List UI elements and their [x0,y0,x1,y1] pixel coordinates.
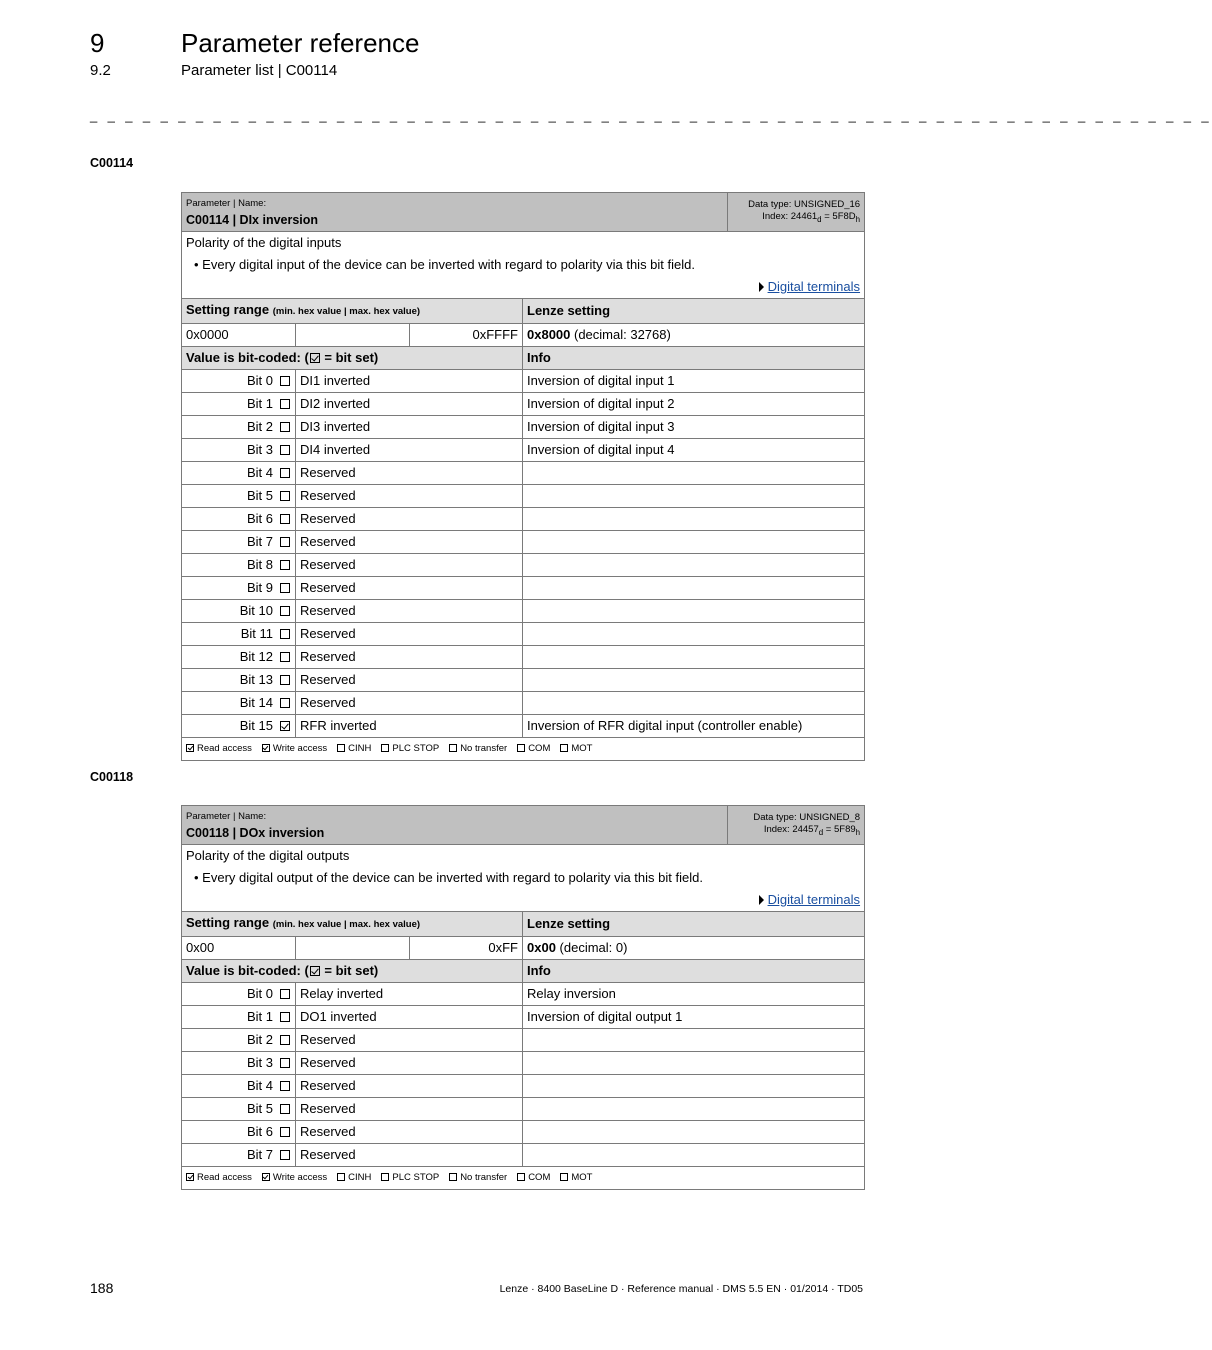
access-flag [186,743,252,754]
bit-row [182,508,865,531]
bit-name: Reserved [296,623,523,646]
bitcoded-header [182,960,523,983]
bit-info [523,508,865,531]
access-flag-label: MOT [571,1172,593,1183]
checked-box-icon [262,1173,270,1181]
description-bullet: • Every digital input of the device can be inverted with regard to polarity via this bit field. [194,257,695,272]
bit-name: Reserved [296,692,523,715]
bit-row [182,1144,865,1167]
checkbox-icon [280,606,290,616]
checked-box-icon [186,1173,194,1181]
min-value: 0x0000 [182,324,296,347]
access-flag [381,1172,439,1183]
bit-name: Reserved [296,1075,523,1098]
bitcoded-label-end: = bit set) [320,963,379,978]
bit-row [182,600,865,623]
access-flag [262,743,327,754]
bit-name: DI3 inverted [296,416,523,439]
access-flag-label: CINH [348,743,372,754]
checkbox-icon [280,514,290,524]
checkbox-icon [280,376,290,386]
checkbox-icon [280,560,290,570]
checkbox-icon [337,1173,345,1181]
bit-label-cell [182,1052,296,1075]
setting-range-label: Setting range [186,915,270,930]
bit-label-cell [182,1029,296,1052]
index-subscript-d: d [818,827,824,837]
bit-number: Bit 8 [246,557,273,572]
access-flags [182,738,865,761]
checkbox-icon [280,1127,290,1137]
bit-number: Bit 11 [240,626,273,641]
data-type: Data type: UNSIGNED_8 [753,811,861,823]
bit-info [523,692,865,715]
setting-range-note: (min. hex value | max. hex value) [272,306,421,317]
checkbox-icon [280,583,290,593]
bit-number: Bit 1 [246,396,273,411]
bit-number: Bit 2 [246,419,273,434]
bit-info [523,531,865,554]
empty-cell [296,324,410,347]
description-cell [182,845,865,912]
parameter-header [182,806,728,845]
bit-row [182,715,865,738]
checkbox-icon [280,652,290,662]
section-heading-c00118: C00118 [90,770,134,784]
checkbox-icon [280,1081,290,1091]
access-flag [381,743,439,754]
access-flag-label: PLC STOP [392,743,440,754]
bit-number: Bit 13 [239,672,273,687]
bit-name: Reserved [296,1098,523,1121]
bit-number: Bit 4 [246,465,273,480]
bit-row [182,1052,865,1075]
bit-label-cell [182,669,296,692]
bit-info: Inversion of RFR digital input (controller enable) [523,715,865,738]
bit-number: Bit 5 [246,488,273,503]
data-type-cell [728,806,865,845]
access-flag-label: MOT [571,743,593,754]
data-type-cell [728,193,865,232]
bit-label-cell [182,485,296,508]
lenze-value-cell [523,324,865,347]
access-flag-label: No transfer [460,743,508,754]
parameter-name: C00118 | DOx inversion [186,826,325,840]
setting-range-header [182,299,523,324]
bit-row [182,577,865,600]
bit-info: Relay inversion [523,983,865,1006]
lenze-value: 0x8000 [527,327,571,342]
parameter-header [182,193,728,232]
lenze-value-note: (decimal: 32768) [570,327,671,342]
bit-info [523,1121,865,1144]
bitcoded-label: Value is bit-coded: ( [186,963,309,978]
bit-row [182,531,865,554]
index-value [762,211,860,222]
bit-number: Bit 5 [246,1101,273,1116]
lenze-setting-header: Lenze setting [523,299,865,324]
bit-info: Inversion of digital input 3 [523,416,865,439]
bit-name: Reserved [296,1121,523,1144]
access-flag [337,743,371,754]
parameter-table-c00114 [181,192,865,761]
bit-name: DI1 inverted [296,370,523,393]
bit-info [523,485,865,508]
bit-number: Bit 14 [239,695,273,710]
bit-info [523,554,865,577]
setting-range-label: Setting range [186,302,270,317]
parameter-table-c00118 [181,805,865,1190]
access-flag-label: Read access [197,743,252,754]
max-value: 0xFFFF [410,324,523,347]
bit-info [523,623,865,646]
bitcoded-label-end: = bit set) [320,350,379,365]
bitcoded-header [182,347,523,370]
bit-label-cell [182,1075,296,1098]
bit-info [523,1029,865,1052]
lenze-value-note: (decimal: 0) [555,940,628,955]
bit-label-cell [182,692,296,715]
bit-name: Reserved [296,508,523,531]
index-hex: = 5F8D [821,210,856,222]
access-flag-label: Write access [272,743,328,754]
checkbox-icon [337,744,345,752]
checkbox-icon [280,1150,290,1160]
access-flag [449,743,507,754]
access-flag-label: PLC STOP [392,1172,440,1183]
bit-info [523,462,865,485]
access-flag-label: COM [528,743,551,754]
max-value: 0xFF [410,937,523,960]
bit-number: Bit 2 [246,1032,273,1047]
checked-box-icon [280,721,290,731]
empty-cell [296,937,410,960]
bit-label-cell [182,1121,296,1144]
bit-label-cell [182,715,296,738]
index-subscript-h: h [855,827,861,837]
bit-label-cell [182,508,296,531]
checkbox-icon [280,675,290,685]
arrow-right-icon [759,895,764,905]
bit-info [523,600,865,623]
info-header: Info [523,347,865,370]
bit-row [182,554,865,577]
access-flag [560,1172,592,1183]
bit-name: RFR inverted [296,715,523,738]
index-prefix: Index: 24461 [762,210,818,222]
bit-label-cell [182,600,296,623]
bit-name: DI2 inverted [296,393,523,416]
bit-label-cell [182,577,296,600]
checkbox-icon [560,744,568,752]
bit-name: Reserved [296,554,523,577]
bit-row [182,393,865,416]
bit-label-cell [182,1006,296,1029]
bit-number: Bit 4 [246,1078,273,1093]
bitcoded-label: Value is bit-coded: ( [186,350,309,365]
bit-number: Bit 0 [246,373,273,388]
parameter-label: Parameter | Name: [186,198,267,209]
bit-label-cell [182,393,296,416]
bit-name: DO1 inverted [296,1006,523,1029]
bit-info: Inversion of digital input 2 [523,393,865,416]
parameter-name: C00114 | DIx inversion [186,213,319,227]
bit-label-cell [182,416,296,439]
bit-info [523,646,865,669]
index-value [764,824,860,835]
access-flag [186,1172,252,1183]
checkbox-icon [381,1173,389,1181]
access-flags [182,1167,865,1190]
bit-name: Reserved [296,1144,523,1167]
checked-box-icon [310,966,320,976]
bit-name: Reserved [296,531,523,554]
checkbox-icon [280,1012,290,1022]
access-flag [449,1172,507,1183]
bit-row [182,1029,865,1052]
checkbox-icon [280,989,290,999]
min-value: 0x00 [182,937,296,960]
access-flag-label: Write access [272,1172,328,1183]
bit-label-cell [182,623,296,646]
bit-row [182,416,865,439]
bit-label-cell [182,554,296,577]
bit-number: Bit 3 [246,442,273,457]
bit-row [182,1098,865,1121]
access-flag [560,743,592,754]
bit-number: Bit 6 [246,511,273,526]
bit-label-cell [182,439,296,462]
bit-name: DI4 inverted [296,439,523,462]
bit-info [523,669,865,692]
checkbox-icon [381,744,389,752]
bit-info [523,1144,865,1167]
access-flag [517,1172,550,1183]
checkbox-icon [517,744,525,752]
bit-label-cell [182,983,296,1006]
checkbox-icon [280,698,290,708]
checkbox-icon [517,1173,525,1181]
bit-number: Bit 9 [246,580,273,595]
lenze-value: 0x00 [527,940,556,955]
section-heading-c00114: C00114 [90,156,134,170]
info-header: Info [523,960,865,983]
bit-row [182,669,865,692]
bit-name: Relay inverted [296,983,523,1006]
bit-number: Bit 7 [246,534,273,549]
bit-label-cell [182,1144,296,1167]
checkbox-icon [280,1104,290,1114]
bit-row [182,983,865,1006]
bit-number: Bit 12 [239,649,273,664]
bit-name: Reserved [296,1029,523,1052]
description-bullet: • Every digital output of the device can be inverted with regard to polarity via this bit field. [194,870,703,885]
checkbox-icon [280,1035,290,1045]
access-flag-label: COM [528,1172,551,1183]
bit-row [182,623,865,646]
bit-info [523,1052,865,1075]
bit-info: Inversion of digital input 1 [523,370,865,393]
arrow-right-icon [759,282,764,292]
bit-number: Bit 10 [239,603,273,618]
bit-row [182,462,865,485]
bit-info [523,1098,865,1121]
bit-name: Reserved [296,462,523,485]
bit-name: Reserved [296,600,523,623]
checkbox-icon [280,399,290,409]
index-subscript-h: h [855,214,861,224]
bit-row [182,485,865,508]
checkbox-icon [560,1173,568,1181]
page-number: 188 [90,1280,114,1296]
bit-row [182,1121,865,1144]
checkbox-icon [280,491,290,501]
chapter-title: Parameter reference [181,28,420,58]
checkbox-icon [280,422,290,432]
data-type: Data type: UNSIGNED_16 [748,198,861,210]
description-text: Polarity of the digital inputs [186,235,342,250]
bit-row [182,1075,865,1098]
bit-label-cell [182,646,296,669]
bit-number: Bit 7 [246,1147,273,1162]
bit-info [523,577,865,600]
bit-name: Reserved [296,577,523,600]
digital-terminals-link[interactable]: Digital terminals [767,892,861,907]
checked-box-icon [186,744,194,752]
lenze-setting-header: Lenze setting [523,912,865,937]
lenze-value-cell [523,937,865,960]
bit-number: Bit 6 [246,1124,273,1139]
bit-row [182,439,865,462]
bit-row [182,646,865,669]
bit-number: Bit 0 [246,986,273,1001]
index-prefix: Index: 24457 [763,823,819,835]
bit-name: Reserved [296,1052,523,1075]
checkbox-icon [449,744,457,752]
bit-number: Bit 3 [246,1055,273,1070]
checked-box-icon [262,744,270,752]
access-flag [337,1172,371,1183]
description-text: Polarity of the digital outputs [186,848,350,863]
section-number: 9.2 [90,62,111,79]
bit-label-cell [182,462,296,485]
digital-terminals-link[interactable]: Digital terminals [767,279,861,294]
bit-name: Reserved [296,485,523,508]
index-hex: = 5F89 [823,823,856,835]
bit-label-cell [182,370,296,393]
bit-label-cell [182,531,296,554]
description-cell [182,232,865,299]
checkbox-icon [449,1173,457,1181]
checkbox-icon [280,445,290,455]
index-subscript-d: d [817,214,822,224]
checkbox-icon [280,629,290,639]
bit-info [523,1075,865,1098]
bit-number: Bit 1 [246,1009,273,1024]
bit-row [182,370,865,393]
checkbox-icon [280,537,290,547]
bit-name: Reserved [296,646,523,669]
bit-row [182,1006,865,1029]
access-flag-label: CINH [348,1172,372,1183]
access-flag-label: Read access [197,1172,252,1183]
checkbox-icon [280,468,290,478]
header-separator: _ _ _ _ _ _ _ _ _ _ _ _ _ _ _ _ _ _ _ _ _ _ _ _ _ _ _ _ _ _ _ _ _ _ _ _ _ _ _ _ _ _ _ _ _ _ _ _ _ _ _ _ _ _ _ _ _ _ _ _ _ _ _ _ [90,108,1212,123]
bit-label-cell [182,1098,296,1121]
access-flag [517,743,550,754]
bit-info: Inversion of digital output 1 [523,1006,865,1029]
checkbox-icon [280,1058,290,1068]
access-flag-label: No transfer [460,1172,508,1183]
bit-info: Inversion of digital input 4 [523,439,865,462]
chapter-number: 9 [90,28,105,58]
checked-box-icon [310,353,320,363]
parameter-label: Parameter | Name: [186,811,267,822]
bit-name: Reserved [296,669,523,692]
setting-range-header [182,912,523,937]
access-flag [262,1172,327,1183]
document-info: Lenze · 8400 BaseLine D · Reference manual · DMS 5.5 EN · 01/2014 · TD05 [499,1283,863,1295]
bit-number: Bit 15 [239,718,273,733]
section-title: Parameter list | C00114 [181,62,338,79]
bit-row [182,692,865,715]
setting-range-note: (min. hex value | max. hex value) [272,919,421,930]
